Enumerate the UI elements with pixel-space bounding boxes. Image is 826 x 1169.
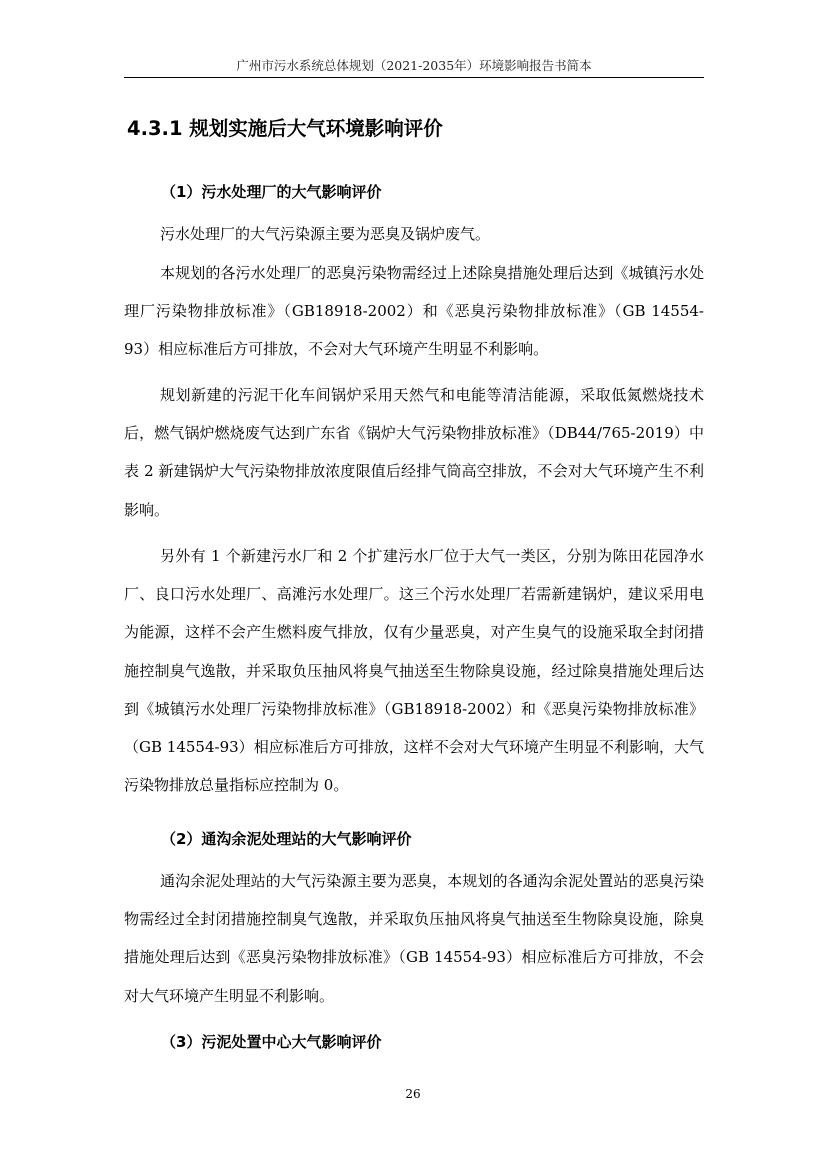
paragraph-1-1: 污水处理厂的大气污染源主要为恶臭及锅炉废气。 [160, 225, 491, 243]
page-header: 广州市污水系统总体规划（2021-2035年）环境影响报告书简本 [236, 58, 592, 73]
subsection-title-3: （3）污泥处置中心大气影响评价 [161, 1033, 382, 1051]
paragraph-1-3: 规划新建的污泥干化车间锅炉采用天然气和电能等清洁能源，采取低氮燃烧技术后，燃气锅炉燃烧废气达到广东省《锅炉大气污染物排放标准》（DB44/765-2019）中表 2 新建锅炉大气污染物排放浓度限值后经排气筒高空排放，不会对大气环境产生不利影响。 [124, 386, 704, 519]
subsection-title-1: （1）污水处理厂的大气影响评价 [161, 183, 382, 201]
page-number: 26 [405, 1087, 421, 1101]
paragraph-1-4: 另外有 1 个新建污水厂和 2 个扩建污水厂位于大气一类区，分别为陈田花园净水厂、良口污水处理厂、高滩污水处理厂。这三个污水处理厂若需新建锅炉，建议采用电为能源，这样不会产生燃料废气排放，仅有少量恶臭，对产生臭气的设施采取全封闭措施控制臭气逸散，并采取负压抽风将臭气抽送至生物除臭设施，经过除臭措施处理后达到《城镇污水处理厂污染物排放标准》（GB18918-2002）和《恶臭污染物排放标准》（GB 14554-93）相应标准后方可排放，这样不会对大气环境产生明显不利影响，大气污染物排放总量指标应控制为 0。 [124, 547, 704, 795]
header-divider [124, 77, 704, 78]
paragraph-2-1: 通沟余泥处理站的大气污染源主要为恶臭，本规划的各通沟余泥处置站的恶臭污染物需经过全封闭措施控制臭气逸散，并采取负压抽风将臭气抽送至生物除臭设施，除臭措施处理后达到《恶臭污染物排放标准》（GB 14554-93）相应标准后方可排放，不会对大气环境产生明显不利影响。 [124, 872, 704, 1005]
subsection-title-2: （2）通沟余泥处理站的大气影响评价 [161, 830, 412, 848]
paragraph-1-2: 本规划的各污水处理厂的恶臭污染物需经过上述除臭措施处理后达到《城镇污水处理厂污染物排放标准》（GB18918-2002）和《恶臭污染物排放标准》（GB 14554-93）相应标准后方可排放，不会对大气环境产生明显不利影响。 [124, 264, 704, 359]
section-title: 4.3.1 规划实施后大气环境影响评价 [127, 117, 443, 140]
